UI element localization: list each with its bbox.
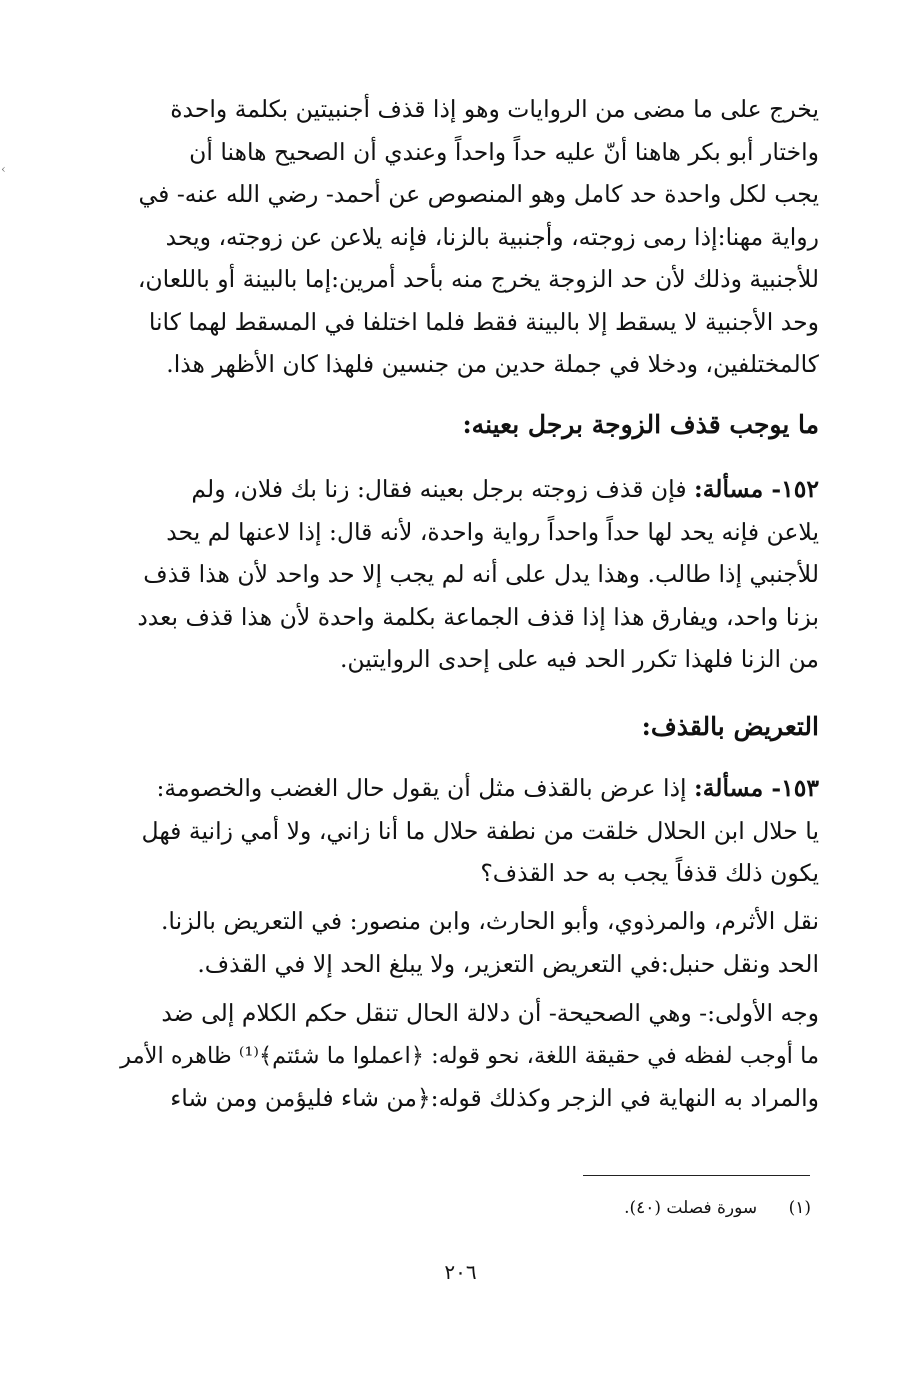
footnote-text: سورة فصلت (٤٠). [624,1198,758,1218]
text-line: للأجنبي إذا طالب. وهذا يدل على أنه لم يجب إلا حد واحد لأن هذا قذف [143,560,819,588]
text-line: بزنا واحد، ويفارق هذا إذا قذف الجماعة بكلمة واحدة لأن هذا قذف بعدد [137,602,819,631]
text-line: للأجنبية وذلك لأن حد الزوجة يخرج منه بأحد أمرين:إما بالبينة أو باللعان، [137,265,819,293]
text-line: يجب لكل واحدة حد كامل وهو المنصوص عن أحمد- رضي الله عنه- في [138,180,819,208]
paragraph-4 [107,900,819,985]
text-line: يخرج على ما مضى من الروايات وهو إذا قذف أجنبيتين بكلمة واحدة [170,95,819,123]
footnote-number: (١) [788,1198,811,1218]
text-line: الحد ونقل حنبل:في التعريض التعزير، ولا يبلغ الحد إلا في القذف. [197,949,819,978]
text-line [107,767,819,810]
section-heading: التعريض بالقذف: [641,712,819,741]
paragraph-1 [107,88,819,386]
issue-number-label: ١٥٣- مسألة: [694,774,819,802]
page-number: ٢٠٦ [444,1260,477,1284]
text-fragment: فإن قذف زوجته برجل بعينه فقال: زنا بك فلان، ولم [191,475,695,503]
margin-mark: ‹ [1,162,6,176]
text-line: وجه الأولى:- وهي الصحيحة- أن دلالة الحال تنقل حكم الكلام إلى ضد [161,999,819,1027]
paragraph-2 [107,468,819,681]
text-line: واختار أبو بكر هاهنا أنّ عليه حداً واحداً وعندي أن الصحيح هاهنا أن [189,137,819,166]
text-line: ما أوجب لفظه في حقيقة اللغة، نحو قوله: ﴿اعملوا ما شئتم﴾⁽¹⁾ ظاهره الأمر [120,1042,819,1069]
text-line: يا حلال ابن الحلال خلقت من نطفة حلال ما أنا زاني، ولا أمي زانية فهل [141,816,819,845]
text-line: نقل الأثرم، والمرذوي، وأبو الحارث، وابن منصور: في التعريض بالزنا. [160,907,819,935]
text-line: والمراد به النهاية في الزجر وكذلك قوله:﴿من شاء فليؤمن ومن شاء [170,1084,819,1112]
text-line: يلاعن فإنه يحد لها حداً واحداً رواية واحدة، لأنه قال: إذا لاعنها لم يحد [166,517,819,546]
footnote [511,1195,811,1221]
text-line [107,468,819,511]
paragraph-5 [107,992,819,1120]
text-line: من الزنا فلهذا تكرر الحد فيه على إحدى الروايتين. [339,645,819,673]
text-line: رواية مهنا:إذا رمى زوجته، وأجنبية بالزنا، فإنه يلاعن عن زوجته، ويحد [165,222,819,251]
text-line: وحد الأجنبية لا يسقط إلا بالبينة فقط فلما اختلفا في المسقط لهما كانا [148,307,819,336]
text-fragment: إذا عرض بالقذف مثل أن يقول حال الغضب والخصومة: [156,774,695,802]
footnote-separator [583,1175,810,1176]
text-line: يكون ذلك قذفاً يجب به حد القذف؟ [480,859,819,887]
section-heading: ما يوجب قذف الزوجة برجل بعينه: [462,410,819,439]
text-line: كالمختلفين، ودخلا في جملة حدين من جنسين فلهذا كان الأظهر هذا. [166,350,819,378]
issue-number-label: ١٥٢- مسألة: [694,475,819,503]
paragraph-3 [107,767,819,895]
